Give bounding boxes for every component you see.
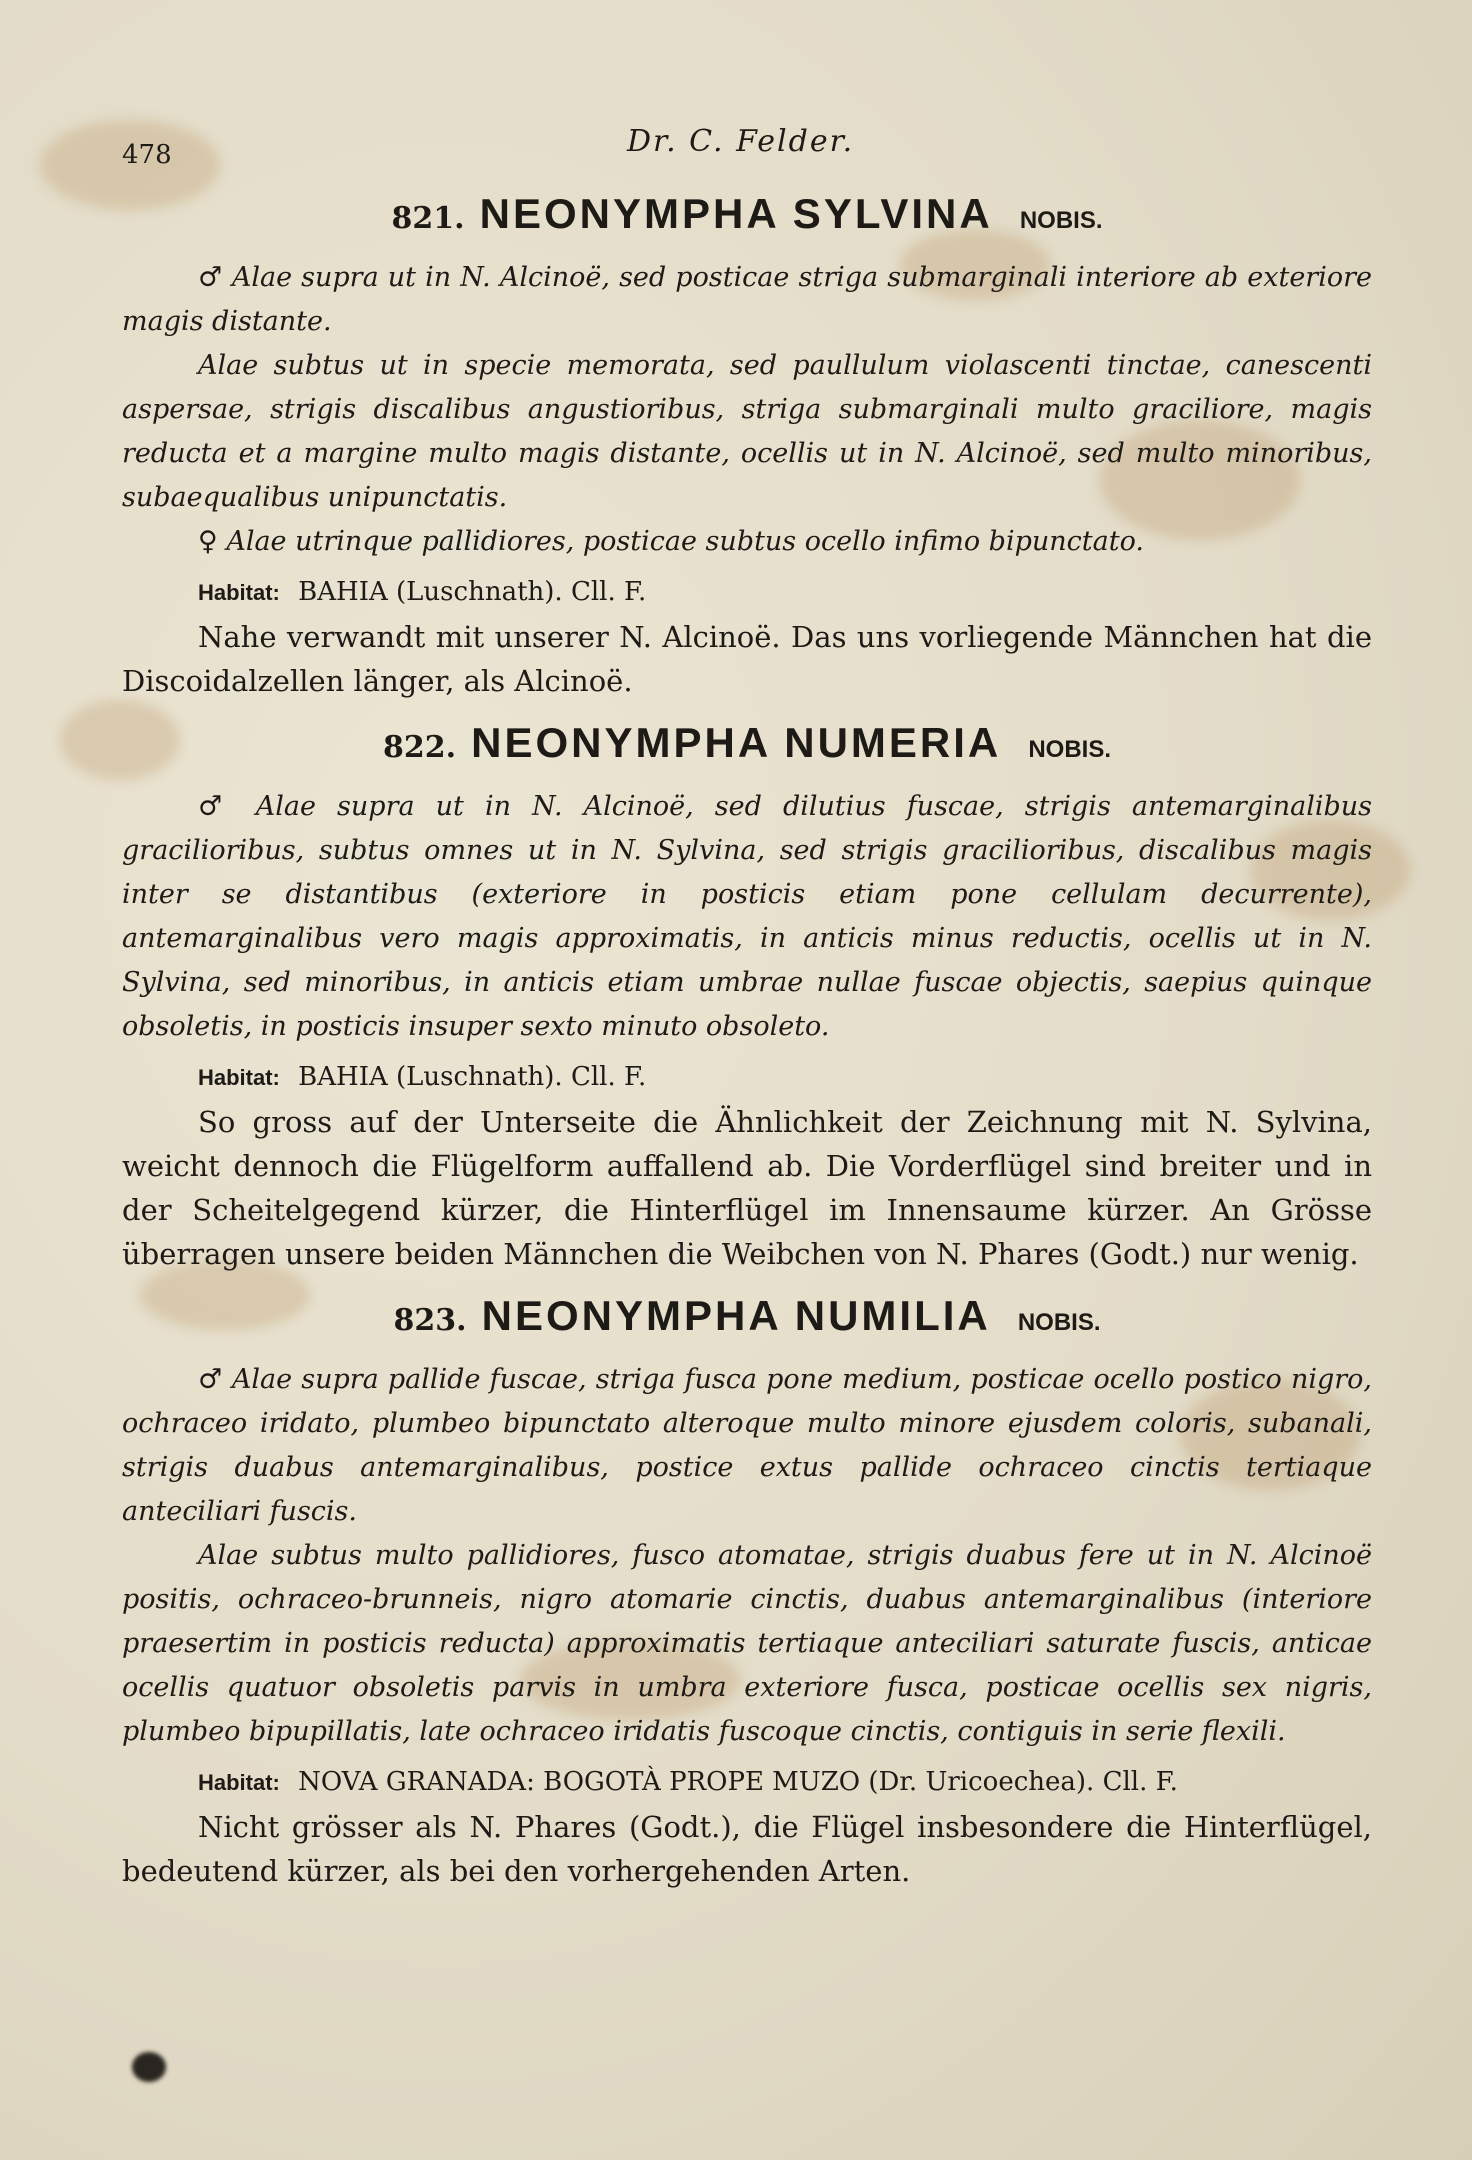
habitat-value: NOVA GRANADA: BOGOTÀ PROPE MUZO (Dr. Uricoechea). Cll. F. bbox=[298, 1767, 1178, 1797]
species-heading bbox=[122, 190, 1372, 238]
latin-description: ♂ Alae supra pallide fuscae, striga fusca pone medium, posticae ocello postico nigro, ochraceo iridato, plumbeo bipunctato alteroque multo minore ejusdem coloris, subanali, strigis duabus antemarginalibus, postice extus pallide ochraceo cinctis tertiaque anteciliari fuscis. bbox=[122, 1364, 1372, 1527]
species-number: 821. bbox=[391, 201, 465, 236]
habitat-line bbox=[198, 1760, 1372, 1805]
latin-description: Alae subtus multo pallidiores, fusco atomatae, strigis duabus fere ut in N. Alcinoë positis, ochraceo-brunneis, nigro atomarie cinctis, duabus antemarginalibus (interiore praesertim in posticis reducta) approximatis tertiaque anteciliari saturate fuscis, anticae ocellis quatuor obsoletis parvis in umbra exteriore fusca, posticae ocellis sex nigris, plumbeo bipupillatis, late ochraceo iridatis fuscoque cinctis, contiguis in serie flexili. bbox=[122, 1540, 1372, 1747]
ink-spot bbox=[132, 2052, 166, 2082]
species-authority: NOBIS. bbox=[1017, 1309, 1101, 1336]
habitat-line bbox=[198, 570, 1372, 615]
latin-description: ♀ Alae utrinque pallidiores, posticae subtus ocello infimo bipunctato. bbox=[198, 526, 1144, 557]
habitat-value: BAHIA (Luschnath). Cll. F. bbox=[298, 1062, 647, 1092]
habitat-value: BAHIA (Luschnath). Cll. F. bbox=[298, 577, 647, 607]
habitat-label: Habitat: bbox=[198, 580, 280, 605]
species-number: 823. bbox=[393, 1303, 467, 1338]
habitat-line bbox=[198, 1055, 1372, 1100]
species-entry-821 bbox=[122, 190, 1372, 703]
species-heading bbox=[122, 719, 1372, 767]
species-authority: NOBIS. bbox=[1019, 207, 1103, 234]
species-entry-822 bbox=[122, 719, 1372, 1276]
running-author: Dr. C. Felder. bbox=[627, 124, 855, 159]
species-name: NEONYMPHA NUMERIA bbox=[471, 719, 1002, 766]
species-name: NEONYMPHA SYLVINA bbox=[479, 190, 993, 237]
species-authority: NOBIS. bbox=[1028, 736, 1112, 763]
running-header bbox=[122, 118, 1372, 174]
latin-description: ♂ Alae supra ut in N. Alcinoë, sed dilutius fuscae, strigis antemarginalibus gracilioribus, subtus omnes ut in N. Sylvina, sed strigis gracilioribus, discalibus magis inter se distantibus (exteriore in posticis etiam pone cellulam decurrente), antemarginalibus vero magis approximatis, in anticis minus reductis, ocellis ut in N. Sylvina, sed minoribus, in anticis etiam umbrae nullae fuscae objectis, saepius quinque obsoletis, in posticis insuper sexto minuto obsoleto. bbox=[122, 791, 1372, 1042]
page-number: 478 bbox=[122, 140, 172, 170]
species-entry-823 bbox=[122, 1292, 1372, 1893]
german-note: Nicht grösser als N. Phares (Godt.), die Flügel insbesondere die Hinterflügel, bedeutend kürzer, als bei den vorhergehenden Arten. bbox=[122, 1810, 1372, 1888]
page-content bbox=[122, 118, 1372, 1893]
german-note: So gross auf der Unterseite die Ähnlichkeit der Zeichnung mit N. Sylvina, weicht dennoch die Flügelform auffallend ab. Die Vorderflügel sind breiter und in der Scheitelgegend kürzer, die Hinterflügel im Innensaume kürzer. An Grösse überragen unsere beiden Männchen die Weibchen von N. Phares (Godt.) nur wenig. bbox=[122, 1105, 1372, 1271]
habitat-label: Habitat: bbox=[198, 1770, 280, 1795]
german-note: Nahe verwandt mit unserer N. Alcinoë. Das uns vorliegende Männchen hat die Discoidalzellen länger, als Alcinoë. bbox=[122, 620, 1372, 698]
latin-description: Alae subtus ut in specie memorata, sed paullulum violascenti tinctae, canescenti aspersae, strigis discalibus angustioribus, striga submarginali multo graciliore, magis reducta et a margine multo magis distante, ocellis ut in N. Alcinoë, sed multo minoribus, subaequalibus unipunctatis. bbox=[122, 350, 1372, 513]
habitat-label: Habitat: bbox=[198, 1065, 280, 1090]
latin-description: ♂ Alae supra ut in N. Alcinoë, sed posticae striga submarginali interiore ab exteriore magis distante. bbox=[122, 262, 1372, 337]
species-heading bbox=[122, 1292, 1372, 1340]
species-name: NEONYMPHA NUMILIA bbox=[481, 1292, 991, 1339]
species-number: 822. bbox=[382, 730, 457, 765]
